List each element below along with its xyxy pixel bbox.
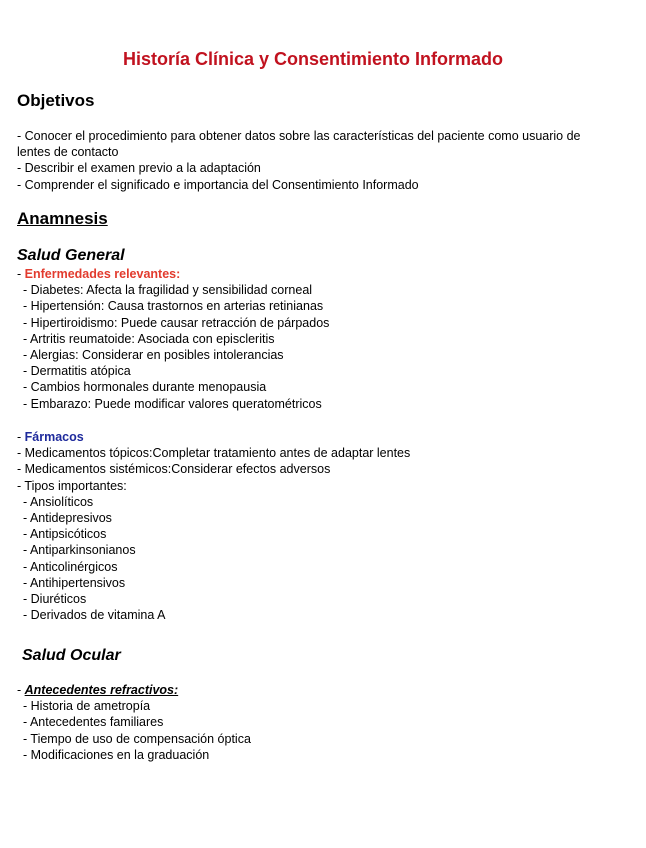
enfermedades-section <box>17 266 329 412</box>
enfermedad-item: - Alergias: Considerar en posibles intolerancias <box>23 348 284 363</box>
enfermedad-item: - Artritis reumatoide: Asociada con episcleritis <box>23 331 275 346</box>
farmaco-tipo-item: - Ansiolíticos <box>23 494 94 509</box>
antecedente-item: - Historia de ametropía <box>23 699 151 714</box>
farmaco-tipo-item: - Antihipertensivos <box>23 575 126 590</box>
antecedentes-section <box>17 682 251 763</box>
farmaco-tipo-item: - Antipsicóticos <box>23 527 107 542</box>
enfermedades-label: Enfermedades relevantes: <box>24 267 181 281</box>
farmaco-tipo-item: - Derivados de vitamina A <box>23 608 166 623</box>
enfermedad-item: - Hipertiroidismo: Puede causar retracción de párpados <box>23 315 330 330</box>
antecedentes-label-line <box>17 682 251 698</box>
anamnesis-heading: Anamnesis <box>17 209 108 228</box>
enfermedad-item: - Hipertensión: Causa trastornos en arterias retinianas <box>23 299 324 314</box>
antecedente-item: - Modificaciones en la graduación <box>23 747 210 762</box>
farmaco-line: - Tipos importantes: <box>17 478 127 493</box>
antecedente-item: - Tiempo de uso de compensación óptica <box>23 731 251 746</box>
enfermedad-item: - Dermatitis atópica <box>23 364 131 379</box>
bullet-dash: - <box>17 683 25 697</box>
bullet-dash: - <box>17 430 25 444</box>
farmacos-label: Fármacos <box>24 430 84 444</box>
objetivo-item: - Comprender el significado e importancia del Consentimiento Informado <box>17 177 419 192</box>
antecedente-item: - Antecedentes familiares <box>23 715 164 730</box>
objetivo-item: - Describir el examen previo a la adaptación <box>17 161 261 176</box>
farmacos-label-line <box>17 429 410 445</box>
antecedentes-label: Antecedentes refractivos: <box>24 683 179 697</box>
farmaco-tipo-item: - Anticolinérgicos <box>23 559 118 574</box>
salud-general-heading: Salud General <box>17 247 125 264</box>
enfermedad-item: - Embarazo: Puede modificar valores queratométricos <box>23 396 322 411</box>
objetivo-item: - Conocer el procedimiento para obtener datos sobre las características del paciente como usuario de lentes de contacto <box>17 129 581 160</box>
farmaco-line: - Medicamentos tópicos:Completar tratamiento antes de adaptar lentes <box>17 446 411 461</box>
farmaco-tipo-item: - Antiparkinsonianos <box>23 543 136 558</box>
objetivos-heading: Objetivos <box>17 91 95 110</box>
objetivos-list <box>17 128 617 193</box>
farmacos-section <box>17 429 410 623</box>
farmaco-line: - Medicamentos sistémicos:Considerar efectos adversos <box>17 462 331 477</box>
enfermedad-item: - Cambios hormonales durante menopausia <box>23 380 267 395</box>
farmaco-tipo-item: - Diuréticos <box>23 592 87 607</box>
farmaco-tipo-item: - Antidepresivos <box>23 511 112 526</box>
bullet-dash: - <box>17 267 25 281</box>
document-title: Historía Clínica y Consentimiento Informado <box>122 49 504 69</box>
enfermedades-label-line <box>17 266 329 282</box>
salud-ocular-heading: Salud Ocular <box>22 647 121 664</box>
enfermedad-item: - Diabetes: Afecta la fragilidad y sensibilidad corneal <box>23 283 313 298</box>
